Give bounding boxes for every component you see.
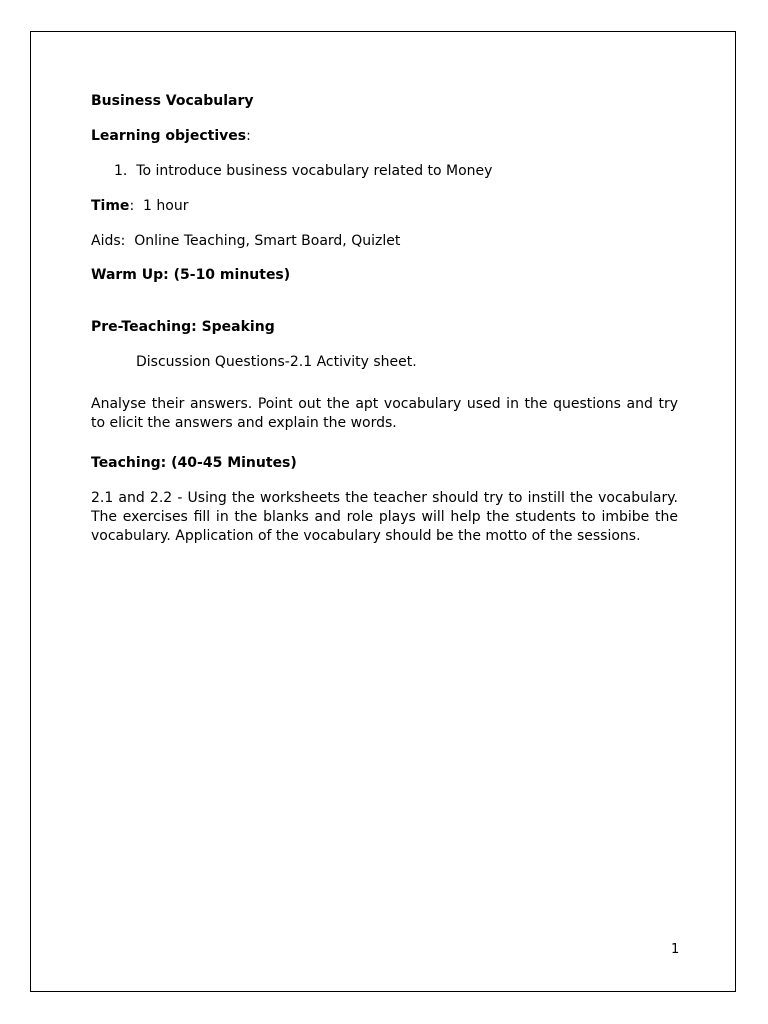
aids-line: Aids: Online Teaching, Smart Board, Quizlet: [91, 233, 401, 249]
objective-item: [114, 162, 492, 181]
warmup-heading: Warm Up: (5-10 minutes): [91, 267, 291, 283]
objective-text: To introduce business vocabulary related to Money: [136, 163, 493, 179]
analyse-paragraph: Analyse their answers. Point out the apt vocabulary used in the questions and try to elicit the answers and explain the words.: [91, 396, 678, 431]
time-label: Time: [91, 198, 130, 214]
document-page: [30, 31, 736, 992]
time-value: : 1 hour: [129, 198, 189, 214]
objectives-colon: :: [246, 128, 251, 144]
discussion-line: Discussion Questions-2.1 Activity sheet.: [136, 354, 417, 370]
objective-number: 1.: [114, 163, 128, 179]
objectives-label: Learning objectives: [91, 128, 247, 144]
teaching-paragraph: 2.1 and 2.2 - Using the worksheets the teacher should try to instill the vocabulary. The exercises fill in the blanks and role plays will help the students to imbibe the vocabulary. Application of the vocabulary should be the motto of the sessions.: [91, 490, 678, 544]
page-number: 1: [671, 942, 680, 957]
objectives-heading: [91, 127, 251, 146]
preteaching-heading: Pre-Teaching: Speaking: [91, 319, 275, 335]
teaching-heading: Teaching: (40-45 Minutes): [91, 455, 297, 471]
document-title: Business Vocabulary: [91, 93, 254, 109]
time-line: [91, 197, 188, 216]
